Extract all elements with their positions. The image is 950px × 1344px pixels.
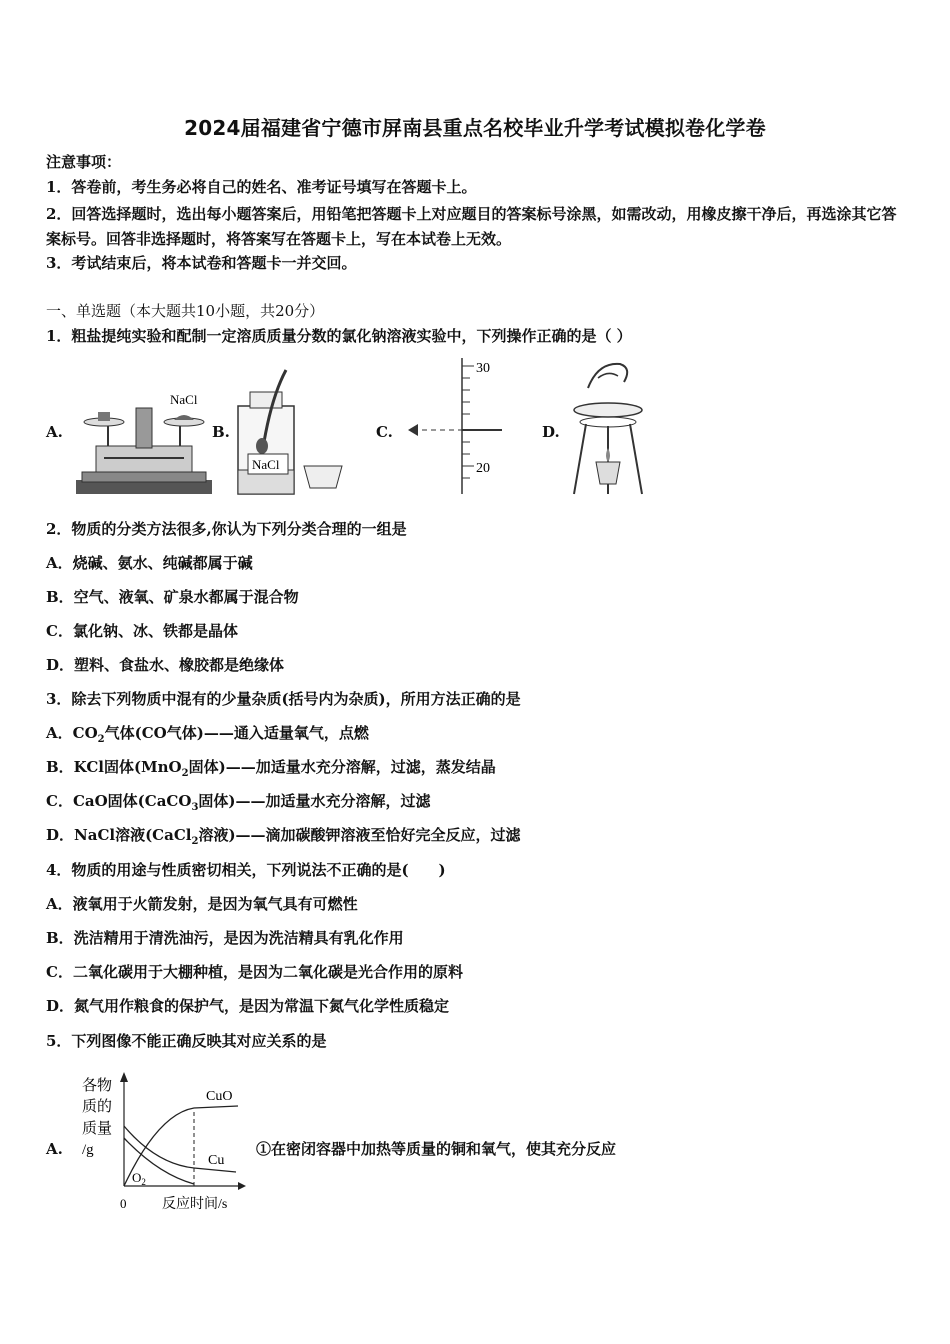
graph-ylabel-4: /g bbox=[82, 1142, 94, 1158]
q1-option-c-label: C. bbox=[376, 423, 393, 441]
q2-option-b: B．空气、液氧、矿泉水都属于混合物 bbox=[46, 588, 299, 606]
q5-stem: 5．下列图像不能正确反映其对应关系的是 bbox=[46, 1032, 327, 1050]
notice-item-2: 2．回答选择题时，选出每小题答案后，用铅笔把答题卡上对应题目的答案标号涂黑，如需改动，用橡皮擦干净后，再选涂其它答案标号。回答非选择题时，将答案写在答题卡上，写在本试卷上无效。 bbox=[46, 205, 897, 248]
q4-option-c: C．二氧化碳用于大棚种植，是因为二氧化碳是光合作用的原料 bbox=[46, 963, 463, 981]
balance-nacl-label: NaCl bbox=[170, 392, 198, 407]
q3-stem: 3．除去下列物质中混有的少量杂质(括号内为杂质)，所用方法正确的是 bbox=[46, 690, 521, 708]
q4-option-d: D．氮气用作粮食的保护气，是因为常温下氮气化学性质稳定 bbox=[46, 997, 450, 1015]
bottle-nacl-label: NaCl bbox=[252, 457, 280, 472]
q4-option-a: A．液氧用于火箭发射，是因为氧气具有可燃性 bbox=[46, 895, 358, 913]
q3-option-d: D．NaCl溶液(CaCl$_2$溶液)——滴加碳酸钾溶液至恰好完全反应，过滤 bbox=[46, 826, 521, 847]
curve-label-o2: $O_2$ bbox=[132, 1170, 146, 1187]
graph-origin: 0 bbox=[120, 1196, 127, 1211]
cylinder-figure bbox=[404, 356, 514, 496]
q1-option-b-label: B. bbox=[212, 423, 230, 441]
notice-item-1: 1．答卷前，考生务必将自己的姓名、准考证号填写在答题卡上。 bbox=[46, 178, 477, 196]
q3-option-a: A．$CO_2$气体(CO气体)——通入适量氧气，点燃 bbox=[46, 724, 369, 745]
mass-time-graph bbox=[76, 1068, 248, 1216]
curve-label-cu: Cu bbox=[208, 1153, 225, 1168]
curve-label-cuo: CuO bbox=[206, 1089, 233, 1104]
q2-option-c: C．氯化钠、冰、铁都是晶体 bbox=[46, 622, 238, 640]
q4-option-b: B．洗洁精用于清洗油污，是因为洗洁精具有乳化作用 bbox=[46, 929, 404, 947]
q3-option-b: B．KCl固体(MnO$_2$固体)——加适量水充分溶解，过滤，蒸发结晶 bbox=[46, 758, 496, 779]
cylinder-top-label: 30 bbox=[476, 361, 490, 376]
graph-ylabel-2: 质的 bbox=[82, 1099, 113, 1115]
q1-stem: 1．粗盐提纯实验和配制一定溶质质量分数的氯化钠溶液实验中，下列操作正确的是（ ） bbox=[46, 327, 632, 345]
q3-option-c: C．CaO固体(CaCO$_3$固体)——加适量水充分溶解，过滤 bbox=[46, 792, 431, 813]
q5-option-a-text: ①在密闭容器中加热等质量的铜和氧气，使其充分反应 bbox=[256, 1140, 617, 1158]
section-heading: 一、单选题（本大题共10小题，共20分） bbox=[46, 302, 325, 320]
q2-stem: 2．物质的分类方法很多,你认为下列分类合理的一组是 bbox=[46, 520, 407, 538]
bottle-figure bbox=[234, 366, 346, 496]
page-title: 2024届福建省宁德市屏南县重点名校毕业升学考试模拟卷化学卷 bbox=[184, 116, 766, 140]
q2-option-a: A．烧碱、氨水、纯碱都属于碱 bbox=[46, 554, 253, 572]
graph-ylabel-1: 各物 bbox=[82, 1078, 113, 1094]
graph-ylabel-3: 质量 bbox=[82, 1121, 113, 1137]
q4-stem: 4．物质的用途与性质密切相关，下列说法不正确的是( ) bbox=[46, 861, 446, 879]
q1-option-d-label: D. bbox=[542, 423, 560, 441]
q2-option-d: D．塑料、食盐水、橡胶都是绝缘体 bbox=[46, 656, 285, 674]
cylinder-bottom-label: 20 bbox=[476, 461, 490, 476]
notice-heading: 注意事项： bbox=[46, 153, 122, 171]
balance-figure bbox=[74, 388, 214, 496]
notice-item-3: 3．考试结束后，将本试卷和答题卡一并交回。 bbox=[46, 254, 357, 272]
q1-option-a-label: A. bbox=[46, 423, 63, 441]
evaporation-figure bbox=[568, 358, 648, 496]
graph-xlabel: 反应时间/s bbox=[162, 1197, 228, 1212]
q5-option-a-label: A. bbox=[46, 1140, 63, 1158]
